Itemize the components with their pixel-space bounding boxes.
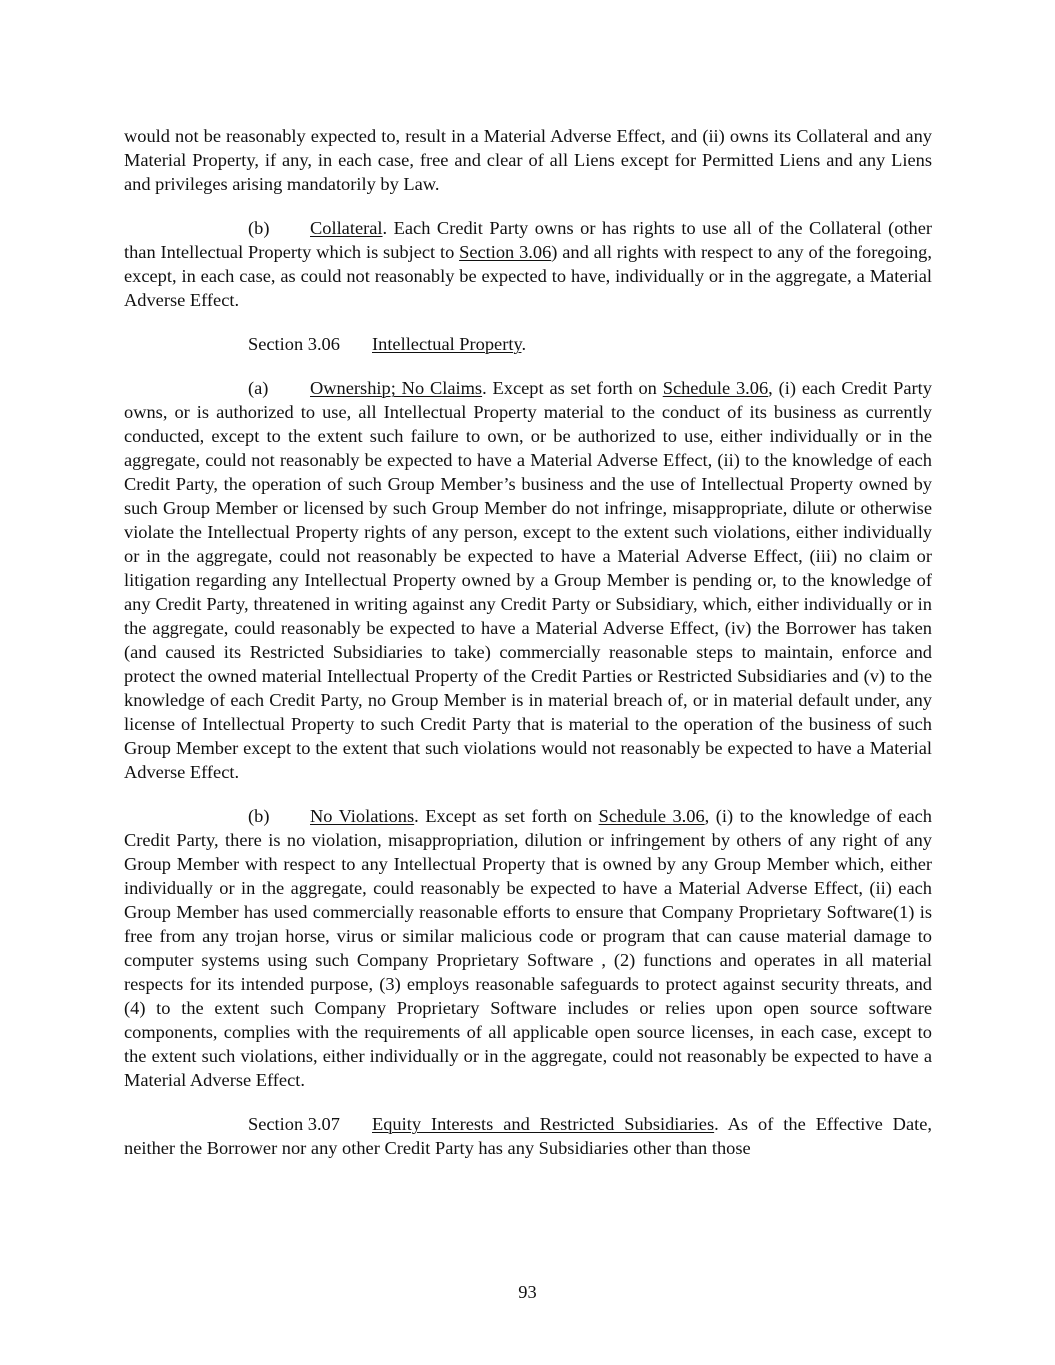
clause-heading: Collateral <box>310 218 383 238</box>
paragraph-text: , (i) to the knowledge of each Credit Party, there is no violation, misappropriation, dilution or infringement by others of any right of any Group Member with respect to any Intellectual Property that is owned by any Group Member which, either individually or in the aggregate, could reasonably be expected to have a Material Adverse Effect, (ii) each Group Member has used commercially reasonable efforts to ensure that Company Proprietary Software(1) is free from any trojan horse, virus or similar malicious code or program that can cause material damage to computer systems using such Company Proprietary Software , (2) functions and operates in all material respects for its intended purpose, (3) employs reasonable safeguards to protect against security threats, and (4) to the extent such Company Proprietary Software includes or relies upon open source software components, complies with the requirements of all applicable open source licenses, in each case, except to the extent such violations, either individually or in the aggregate, could not reasonably be expected to have a Material Adverse Effect. <box>124 806 932 1090</box>
clause-label: (b) <box>248 218 270 238</box>
cross-reference: Schedule 3.06 <box>598 806 705 826</box>
cross-reference: Section 3.06 <box>459 242 552 262</box>
clause-heading: No Violations <box>310 806 415 826</box>
paragraph-no-violations <box>124 804 932 1092</box>
section-title-period: . <box>521 334 527 354</box>
paragraph-text: , (i) each Credit Party owns, or is authorized to use, all Intellectual Property material to the conduct of its business as currently conducted, except to the extent such failure to own, or be authorized to use, either individually or in the aggregate, could not reasonably be expected to have a Material Adverse Effect, (ii) to the knowledge of each Credit Party, the operation of such Group Member’s business and the use of Intellectual Property owned by such Group Member or licensed by such Group Member do not infringe, misappropriate, dilute or otherwise violate the Intellectual Property rights of any person, except to the extent such violations, either individually or in the aggregate, could not reasonably be expected to have a Material Adverse Effect, (iii) no claim or litigation regarding any Intellectual Property owned by a Group Member is pending or, to the knowledge of any Credit Party, threatened in writing against any Credit Party or Subsidiary, which, either individually or in the aggregate, could reasonably be expected to have a Material Adverse Effect, (iv) the Borrower has taken (and caused its Restricted Subsidiaries to take) commercially reasonable steps to maintain, enforce and protect the owned material Intellectual Property of the Credit Parties or Restricted Subsidiaries and (v) to the knowledge of each Credit Party, no Group Member is in material breach of, or in material default under, any license of Intellectual Property to such Credit Party that is material to the operation of the business of such Group Member except to the extent that such violations would not reasonably be expected to have a Material Adverse Effect. <box>124 378 932 782</box>
heading-period: . <box>382 218 388 238</box>
cross-reference: Schedule 3.06 <box>662 378 769 398</box>
section-heading-3-06 <box>124 332 932 356</box>
section-title: Equity Interests and Restricted Subsidiaries <box>372 1114 715 1134</box>
section-heading-3-07 <box>124 1112 932 1160</box>
clause-label: (a) <box>248 378 269 398</box>
clause-heading: Ownership; No Claims <box>310 378 483 398</box>
paragraph-ownership-no-claims <box>124 376 932 784</box>
section-title: Intellectual Property <box>372 334 522 354</box>
document-page <box>124 124 932 1160</box>
section-number: Section 3.07 <box>248 1114 340 1134</box>
paragraph-text: Each Credit Party owns or has rights to use all of the Collateral (other than Intellectual Property which is subject to <box>124 218 932 262</box>
paragraph-text: . Except as set forth on <box>414 806 599 826</box>
paragraph-collateral <box>124 216 932 312</box>
paragraph-text: would not be reasonably expected to, result in a Material Adverse Effect, and (ii) owns its Collateral and any Material Property, if any, in each case, free and clear of all Liens except for Permitted Liens and any Liens and privileges arising mandatorily by Law. <box>124 126 932 194</box>
paragraph-text: . Except as set forth on <box>482 378 663 398</box>
paragraph-text: . As of the Effective Date, neither the Borrower nor any other Credit Party has any Subsidiaries other than those <box>124 1114 932 1158</box>
section-number: Section 3.06 <box>248 334 340 354</box>
paragraph-text: ) and all rights with respect to any of the foregoing, except, in each case, as could not reasonably be expected to have, individually or in the aggregate, a Material Adverse Effect. <box>124 242 932 310</box>
page-number: 93 <box>518 1282 537 1302</box>
paragraph-continuation <box>124 124 932 196</box>
clause-label: (b) <box>248 806 270 826</box>
